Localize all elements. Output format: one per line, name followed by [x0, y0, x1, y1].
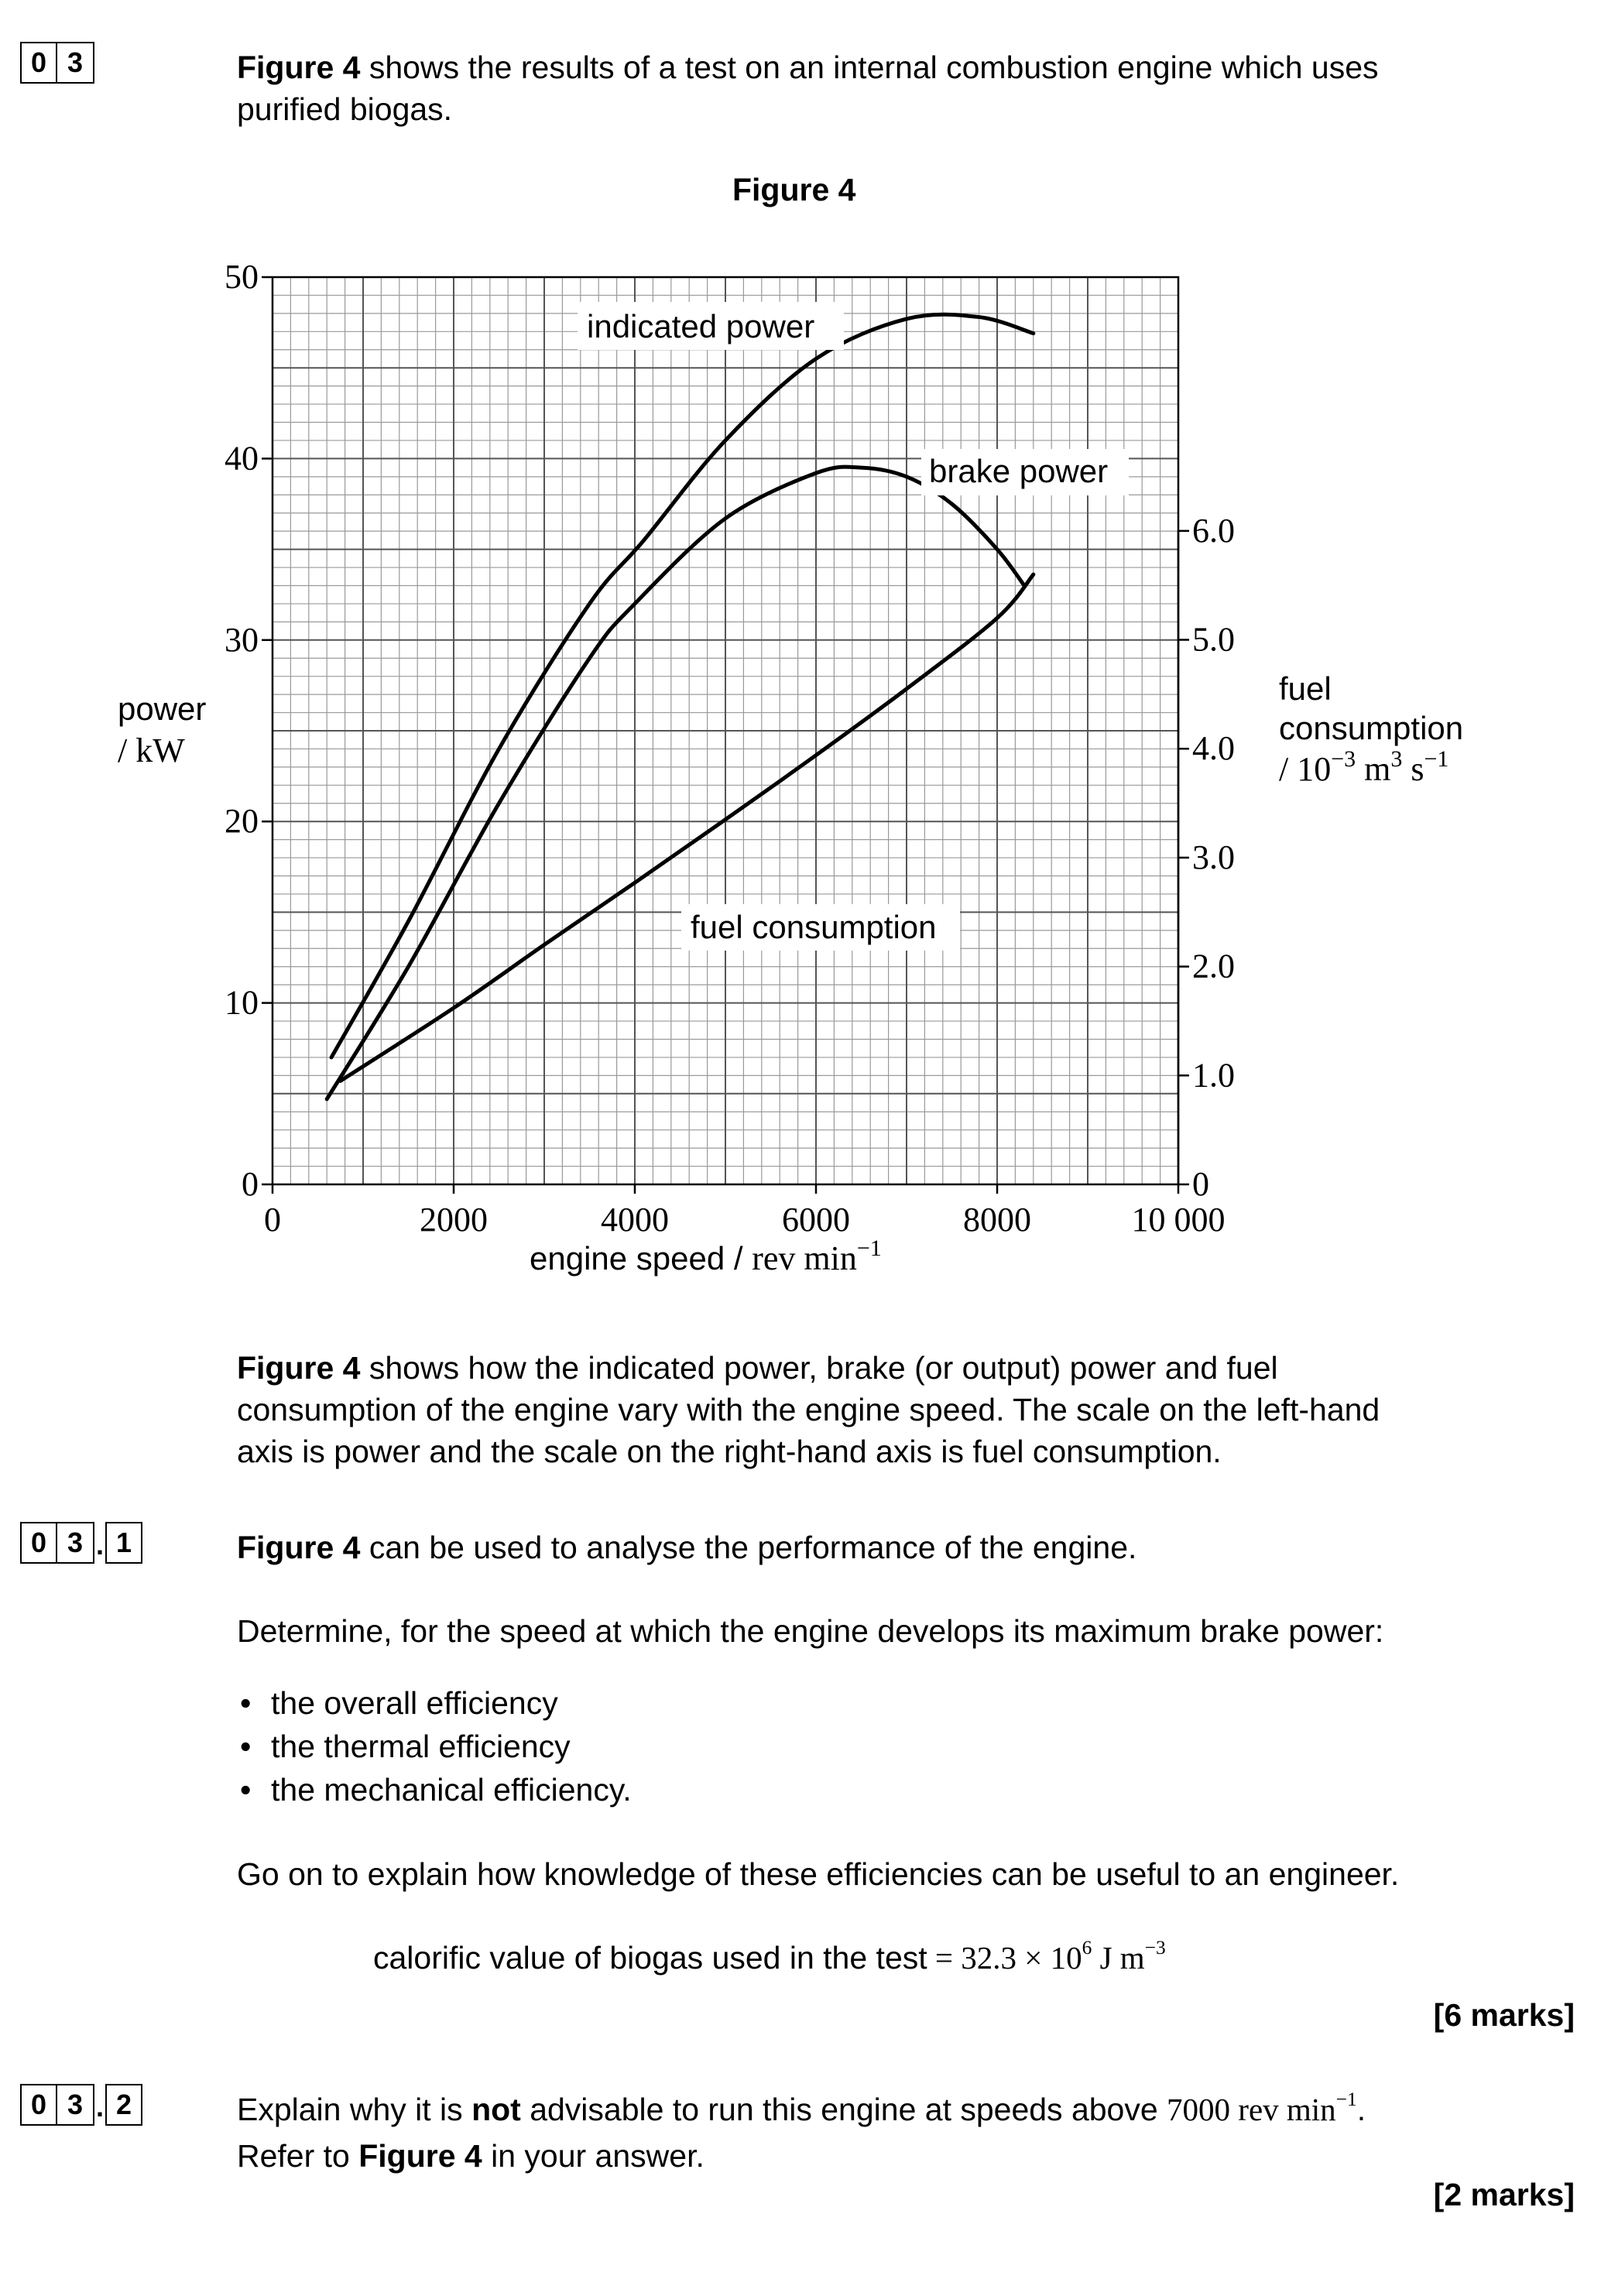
grid-major [273, 277, 1178, 1184]
q31-lead: can be used to analyse the performance of the engine. [360, 1530, 1137, 1565]
list-item: • the thermal efficiency [237, 1725, 1568, 1768]
x-tick-label: 2000 [420, 1201, 488, 1239]
q32-speed-exp: −1 [1335, 2088, 1357, 2110]
q32-bold: not [471, 2092, 521, 2127]
figure-explanation [237, 1347, 1380, 1472]
question-digit: 0 [20, 2084, 57, 2126]
efficiency-list [237, 1681, 1568, 1811]
y-tick-label: 30 [225, 620, 259, 659]
intro-text: shows the results of a test on an internal combustion engine which uses [360, 50, 1379, 85]
y-tick-label: 0 [242, 1165, 259, 1203]
y-right-unit-part: −3 [1331, 746, 1356, 772]
question-digit: 3 [57, 1522, 94, 1564]
y2-tick-label: 6.0 [1192, 511, 1235, 550]
y2-tick-label: 4.0 [1192, 729, 1235, 768]
list-item: • the mechanical efficiency. [237, 1768, 1568, 1811]
y-right-unit-part: −1 [1424, 746, 1449, 772]
y-tick-label: 50 [225, 258, 259, 296]
y-right-unit-part: s [1402, 750, 1424, 788]
y-left-label-line2: / kW [118, 732, 185, 769]
figure-ref: Figure 4 [237, 1530, 361, 1565]
q32-line2-end: in your answer. [482, 2138, 705, 2174]
y-right-label-line2: consumption [1279, 710, 1464, 746]
indicated-power-label: indicated power [587, 308, 815, 344]
q31-determine: Determine, for the speed at which the engine develops its maximum brake power: [237, 1613, 1384, 1649]
y-right-label-line3 [1279, 746, 1448, 788]
y-tick-label: 20 [225, 802, 259, 841]
question-3-1 [237, 1527, 1568, 1983]
question-dot: . [95, 1529, 104, 1561]
cv-text: calorific value of biogas used in the test [373, 1940, 927, 1976]
cv-exp: 6 [1082, 1936, 1092, 1958]
series-lines [327, 314, 1034, 1099]
x-tick-label: 8000 [963, 1201, 1031, 1239]
y-right-unit-part: 3 [1390, 746, 1403, 772]
x-label-part: engine speed / [530, 1240, 753, 1277]
x-label-part: rev min [752, 1239, 857, 1277]
fuel-consumption-label-group [681, 904, 960, 951]
q32-mid: advisable to run this engine at speeds above [520, 2092, 1167, 2127]
question-number-box-3-2 [20, 2084, 142, 2130]
brake-power-curve [327, 467, 1024, 1099]
x-axis-label [530, 1235, 882, 1277]
x-label-part: −1 [856, 1235, 882, 1261]
question-dot: . [95, 2091, 104, 2123]
y-tick-label: 10 [225, 983, 259, 1022]
question-digit: 3 [57, 42, 94, 84]
fuel-consumption-label: fuel consumption [691, 909, 937, 945]
list-item: • the overall efficiency [237, 1681, 1568, 1725]
y-right-unit-part: m [1356, 750, 1391, 788]
cv-unit-exp: −3 [1144, 1936, 1166, 1958]
question-subdigit: 2 [105, 2084, 142, 2126]
figure-ref: Figure 4 [237, 1350, 361, 1386]
y-right-unit-part: / 10 [1279, 750, 1332, 788]
brake-power-label-group [921, 449, 1129, 495]
q32-pre: Explain why it is [237, 2092, 472, 2127]
y2-tick-label: 3.0 [1192, 838, 1235, 876]
x-tick-label: 10 000 [1131, 1201, 1226, 1239]
x-tick-label: 4000 [601, 1201, 669, 1239]
figure-ref: Figure 4 [237, 50, 361, 85]
y-right-label-line1: fuel [1279, 670, 1332, 707]
y2-tick-label: 0 [1192, 1165, 1209, 1203]
y2-tick-label: 2.0 [1192, 947, 1235, 985]
intro-text-line2: purified biogas. [237, 91, 453, 127]
q32-speed: 7000 rev min [1167, 2092, 1336, 2127]
y-tick-label: 40 [225, 439, 259, 478]
explain-text: shows how the indicated power, brake (or output) power and fuel [360, 1350, 1278, 1386]
figure-ref: Figure 4 [358, 2138, 482, 2174]
q32-line2-pre: Refer to [237, 2138, 359, 2174]
y2-tick-label: 1.0 [1192, 1056, 1235, 1095]
y-left-label-line1: power [118, 691, 207, 727]
x-tick-label: 6000 [782, 1201, 850, 1239]
cv-eq: = 32.3 × 10 [927, 1940, 1082, 1976]
question-number-box-3-1 [20, 1522, 142, 1568]
explain-text-line2: consumption of the engine vary with the engine speed. The scale on the left-hand [237, 1392, 1380, 1427]
figure-title: Figure 4 [732, 172, 856, 207]
marks-2: [2 marks] [1433, 2177, 1575, 2212]
fuel-consumption-curve [341, 574, 1034, 1081]
question-digit: 0 [20, 1522, 57, 1564]
question-subdigit: 1 [105, 1522, 142, 1564]
q32-end: . [1356, 2092, 1366, 2127]
tick-labels [225, 258, 1235, 1239]
question-digit: 0 [20, 42, 57, 84]
cv-unit: J m [1092, 1940, 1145, 1976]
y2-tick-label: 5.0 [1192, 620, 1235, 659]
q31-go-on: Go on to explain how knowledge of these efficiencies can be useful to an engineer. [237, 1856, 1400, 1892]
question-digit: 3 [57, 2084, 94, 2126]
question-3-2 [237, 2089, 1568, 2177]
x-tick-label: 0 [264, 1201, 281, 1239]
calorific-value [373, 1937, 1568, 1983]
marks-6: [6 marks] [1433, 1997, 1575, 2033]
brake-power-label: brake power [929, 453, 1109, 489]
explain-text-line3: axis is power and the scale on the right-hand axis is fuel consumption. [237, 1434, 1222, 1469]
indicated-power-label-group [578, 302, 844, 350]
